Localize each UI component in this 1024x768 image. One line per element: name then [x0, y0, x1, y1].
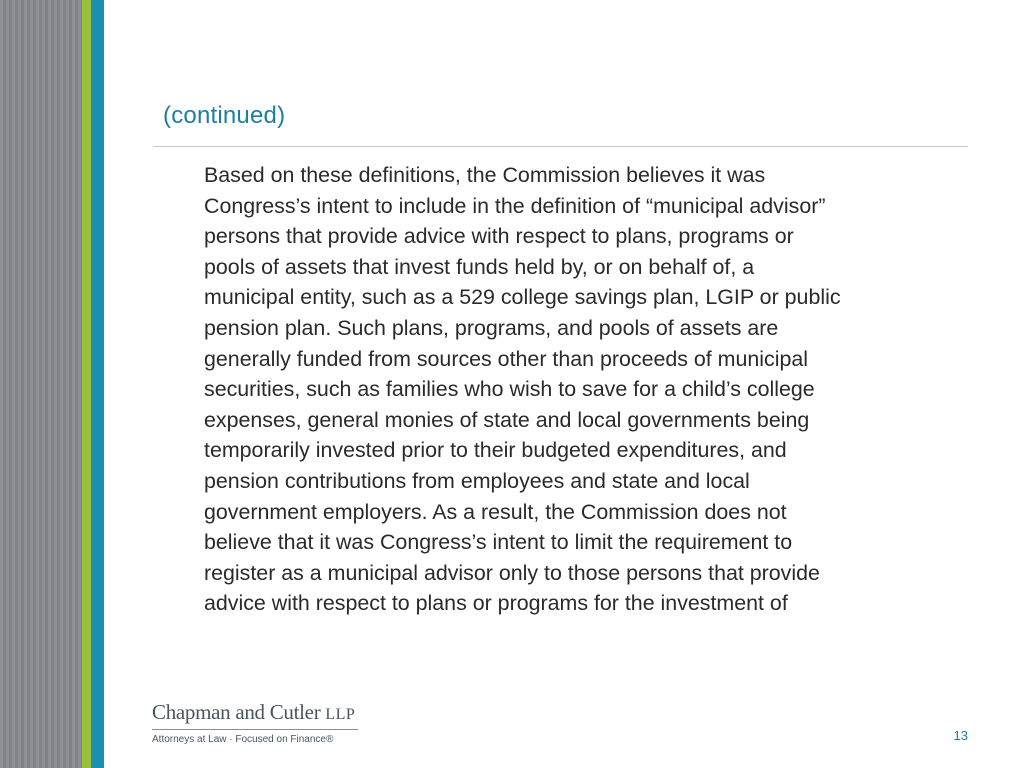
decorative-green-stripe: [82, 0, 91, 768]
logo-tagline: Attorneys at Law · Focused on Finance®: [152, 734, 334, 745]
logo-divider: [152, 729, 358, 730]
firm-logo: [152, 700, 362, 745]
body-paragraph: Based on these definitions, the Commission believes it was Congress’s intent to include in the definition of “municipal advisor” persons that provide advice with respect to plans, programs or pools of assets that invest funds held by, or on behalf of, a municipal entity, such as a 529 college savings plan, LGIP or public pension plan. Such plans, programs, and pools of assets are generally funded from sources other than proceeds of municipal securities, such as families who wish to save for a child’s college expenses, general monies of state and local governments being temporarily invested prior to their budgeted expenditures, and pension contributions from employees and state and local government employers. As a result, the Commission does not believe that it was Congress’s intent to limit the requirement to register as a municipal advisor only to those persons that provide advice with respect to plans or programs for the investment of: [204, 163, 841, 616]
logo-firm-name: Chapman and Cutler: [152, 700, 321, 724]
decorative-gray-stripe: [0, 0, 82, 768]
slide-title: (continued): [163, 102, 286, 129]
decorative-teal-stripe: [91, 0, 104, 768]
logo-suffix: LLP: [325, 706, 356, 723]
page-number: 13: [953, 728, 968, 743]
title-divider: [153, 146, 968, 147]
logo-wordmark: [152, 700, 362, 725]
